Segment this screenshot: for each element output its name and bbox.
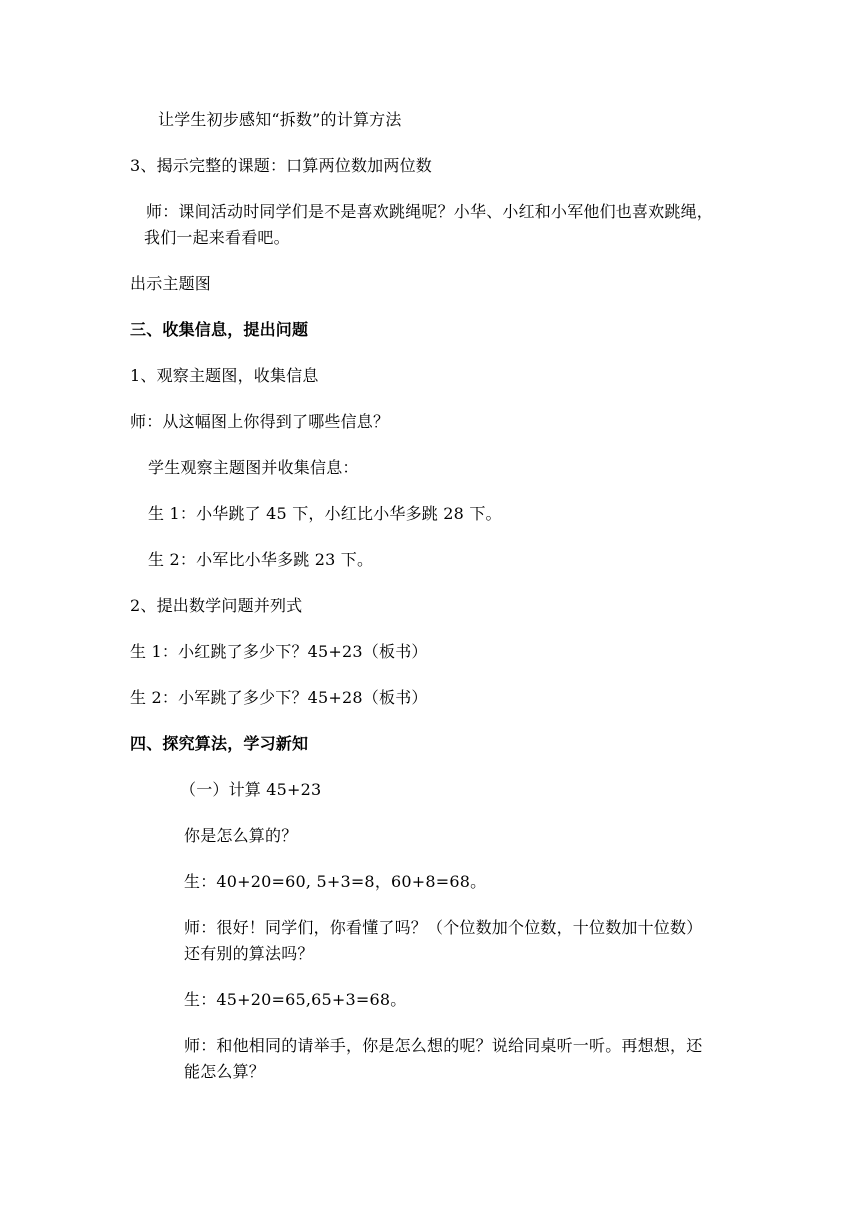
- text-line-2: 3、揭示完整的课题：口算两位数加两位数: [130, 156, 432, 175]
- text-line-8: 师：从这幅图上你得到了哪些信息？: [130, 412, 390, 431]
- text-line-10: 生 1：小华跳了 45 下，小红比小华多跳 28 下。: [148, 504, 502, 523]
- text-line-18: 生：40+20=60, 5+3=8，60+8=68。: [184, 872, 487, 891]
- section-heading-4: 四、探究算法，学习新知: [130, 734, 309, 753]
- text-line-1: 让学生初步感知“拆数”的计算方法: [158, 110, 402, 129]
- text-line-12: 2、提出数学问题并列式: [130, 596, 303, 615]
- text-line-13: 生 1：小红跳了多少下？45+23（板书）: [130, 642, 428, 661]
- text-line-16: （一）计算 45+23: [180, 780, 322, 799]
- text-line-23: 能怎么算？: [184, 1062, 266, 1081]
- text-line-14: 生 2：小军跳了多少下？45+28（板书）: [130, 688, 428, 707]
- text-line-11: 生 2：小军比小华多跳 23 下。: [148, 550, 374, 569]
- text-line-4: 我们一起来看看吧。: [144, 228, 290, 247]
- text-line-19: 师：很好！同学们，你看懂了吗？（个位数加个位数，十位数加十位数）: [184, 918, 703, 937]
- text-line-20: 还有别的算法吗？: [184, 944, 314, 963]
- text-line-7: 1、观察主题图，收集信息: [130, 366, 319, 385]
- text-line-3: 师：课间活动时同学们是不是喜欢跳绳呢？小华、小红和小军他们也喜欢跳绳，: [146, 202, 714, 221]
- text-line-21: 生：45+20=65,65+3=68。: [184, 990, 407, 1009]
- text-line-22: 师：和他相同的请举手，你是怎么想的呢？说给同桌听一听。再想想，还: [184, 1036, 703, 1055]
- text-line-17: 你是怎么算的？: [184, 826, 298, 845]
- text-line-5: 出示主题图: [130, 274, 212, 293]
- section-heading-3: 三、收集信息，提出问题: [130, 320, 309, 339]
- text-line-9: 学生观察主题图并收集信息：: [148, 458, 359, 477]
